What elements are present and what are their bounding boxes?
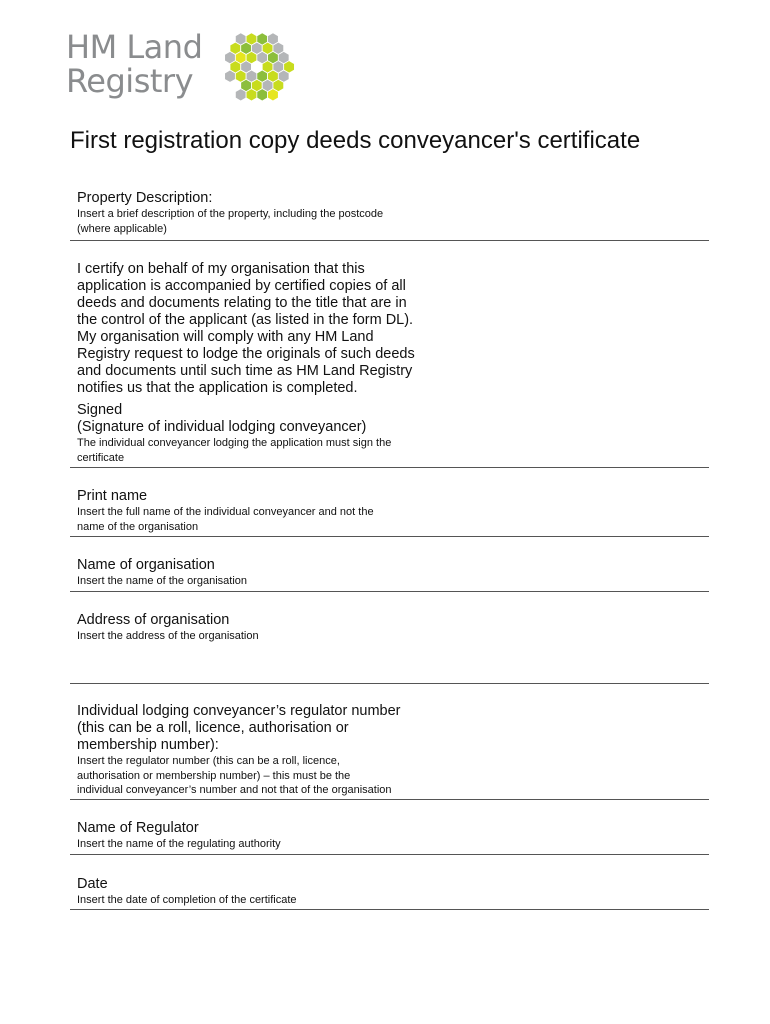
print-name-hint-2: name of the organisation	[77, 520, 199, 533]
regulator-number-hint-2: authorisation or membership number) – this must be the	[77, 769, 351, 782]
logo-line-1: HM Land	[66, 28, 203, 66]
signature-label-2: (Signature of individual lodging conveyancer)	[77, 419, 367, 435]
regulator-name-label: Name of Regulator	[77, 820, 199, 836]
certification-statement	[77, 261, 457, 397]
organisation-address-hint: Insert the address of the organisation	[77, 630, 259, 642]
regulator-number-label-2: (this can be a roll, licence, authorisation or	[77, 720, 349, 736]
regulator-name-field[interactable]	[70, 820, 709, 855]
organisation-name-hint: Insert the name of the organisation	[77, 575, 247, 587]
hm-land-registry-logo	[66, 30, 306, 108]
certification-line: and documents until such time as HM Land Registry	[77, 363, 413, 379]
logo-line-2: Registry	[66, 62, 193, 100]
logo-hexagon	[246, 89, 257, 101]
regulator-number-label-1: Individual lodging conveyancer’s regulator number	[77, 703, 401, 719]
logo-hexagon	[268, 89, 279, 101]
page-title: First registration copy deeds conveyancer's certificate	[70, 127, 641, 154]
certification-line: I certify on behalf of my organisation that this	[77, 261, 365, 277]
signature-hint-2: certificate	[77, 451, 125, 464]
date-label: Date	[77, 876, 108, 892]
logo-hexagon	[235, 89, 246, 101]
property-description-hint-1: Insert a brief description of the property, including the postcode	[77, 208, 384, 220]
certification-line: application is accompanied by certified copies of all	[77, 278, 406, 294]
certification-line: My organisation will comply with any HM Land	[77, 329, 374, 345]
property-description-hint-2: (where applicable)	[77, 222, 167, 235]
organisation-address-field[interactable]	[70, 612, 709, 684]
date-hint: Insert the date of completion of the certificate	[77, 894, 297, 906]
certification-line: notifies us that the application is completed.	[77, 380, 358, 396]
signature-field[interactable]	[70, 402, 709, 468]
regulator-number-hint-1: Insert the regulator number (this can be a roll, licence,	[77, 755, 340, 767]
organisation-name-field[interactable]	[70, 557, 709, 592]
logo-hexagon	[225, 70, 236, 82]
logo-wordmark	[66, 30, 202, 98]
organisation-name-label: Name of organisation	[77, 557, 215, 573]
print-name-hint-1: Insert the full name of the individual conveyancer and not the	[77, 506, 374, 518]
signature-hint-1: The individual conveyancer lodging the application must sign the	[77, 437, 392, 449]
regulator-number-label-3: membership number):	[77, 737, 219, 753]
print-name-field[interactable]	[70, 488, 709, 537]
hexagon-cluster-icon	[222, 32, 302, 104]
organisation-address-label: Address of organisation	[77, 612, 230, 628]
certification-line: the control of the applicant (as listed in the form DL).	[77, 312, 414, 328]
signature-label-1: Signed	[77, 402, 123, 418]
certification-line: deeds and documents relating to the title that are in	[77, 295, 407, 311]
certification-line: Registry request to lodge the originals of such deeds	[77, 346, 415, 362]
print-name-label: Print name	[77, 488, 148, 504]
logo-hexagon	[257, 89, 268, 101]
regulator-name-hint: Insert the name of the regulating authority	[77, 838, 281, 850]
property-description-label: Property Description:	[77, 190, 213, 206]
date-field[interactable]	[70, 876, 709, 910]
regulator-number-hint-3: individual conveyancer’s number and not that of the organisation	[77, 784, 392, 796]
property-description-field[interactable]	[70, 190, 709, 241]
regulator-number-field[interactable]	[70, 703, 709, 800]
